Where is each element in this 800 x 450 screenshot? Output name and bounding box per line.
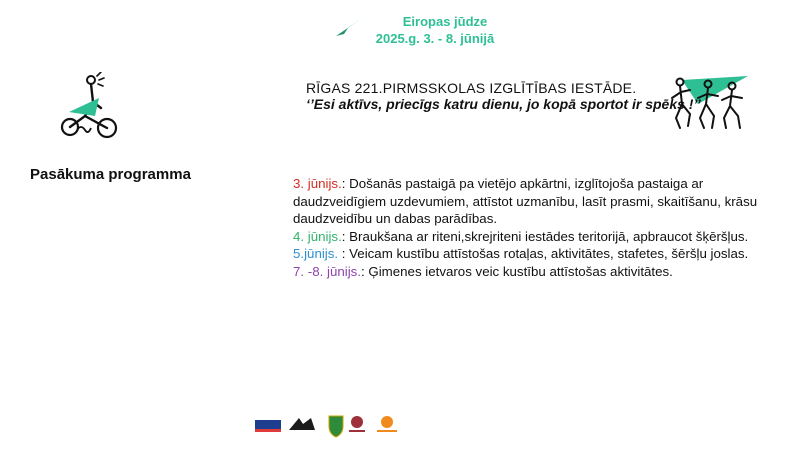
program-item (293, 175, 783, 228)
program-list (293, 175, 783, 280)
school-name: RĪGAS 221.PIRMSSKOLAS IZGLĪTĪBAS IESTĀDE. (306, 80, 637, 96)
program-title: Pasākuma programma (30, 166, 191, 183)
program-item-date: 7. -8. jūnijs. (293, 263, 361, 279)
program-item (293, 263, 783, 281)
now-we-move-logo-icon (289, 418, 315, 430)
program-item-date: 4. jūnijs. (293, 228, 342, 244)
isca-logo-icon (255, 420, 281, 432)
event-title: Eiropas jūdze (402, 14, 488, 29)
school-motto: ‘’Esi aktīvs, priecīgs katru dienu, jo kopā sportot ir spēks !’’ (306, 96, 701, 112)
program-item-text: : Braukšana ar riteni,skrejriteni iestādes teritorijā, apbraucot šķēršļus. (341, 228, 749, 244)
program-item (293, 228, 783, 246)
coat-of-arms-icon (329, 416, 343, 437)
program-item-date: 5.jūnijs. (293, 246, 342, 261)
program-item-text: : Ģimenes ietvaros veic kustību attīstošas aktivitātes. (361, 263, 673, 279)
latvia-logo-icon (349, 416, 365, 432)
program-item-text: : Došanās pastaigā pa vietējo apkārtni, izglītojoša pastaiga ar daudzveidīgiem uzdevumiem, attīstot uzmanību, lasīt prasmi, skaitīšanu, krāsu daudzveidību un dabas parādības. (293, 176, 758, 226)
event-dates: 2025.g. 3. - 8. jūnijā (375, 31, 495, 46)
program-item-text: : Veicam kustību attīstošas rotaļas, aktivitātes, stafetes, šēršļu joslas. (341, 246, 749, 261)
cyclist-figure-icon (55, 72, 125, 142)
program-item (293, 245, 783, 263)
goodsports-logo-icon (377, 416, 397, 432)
partner-logos (255, 412, 405, 438)
program-item-date: 3. jūnijs. (293, 176, 342, 191)
